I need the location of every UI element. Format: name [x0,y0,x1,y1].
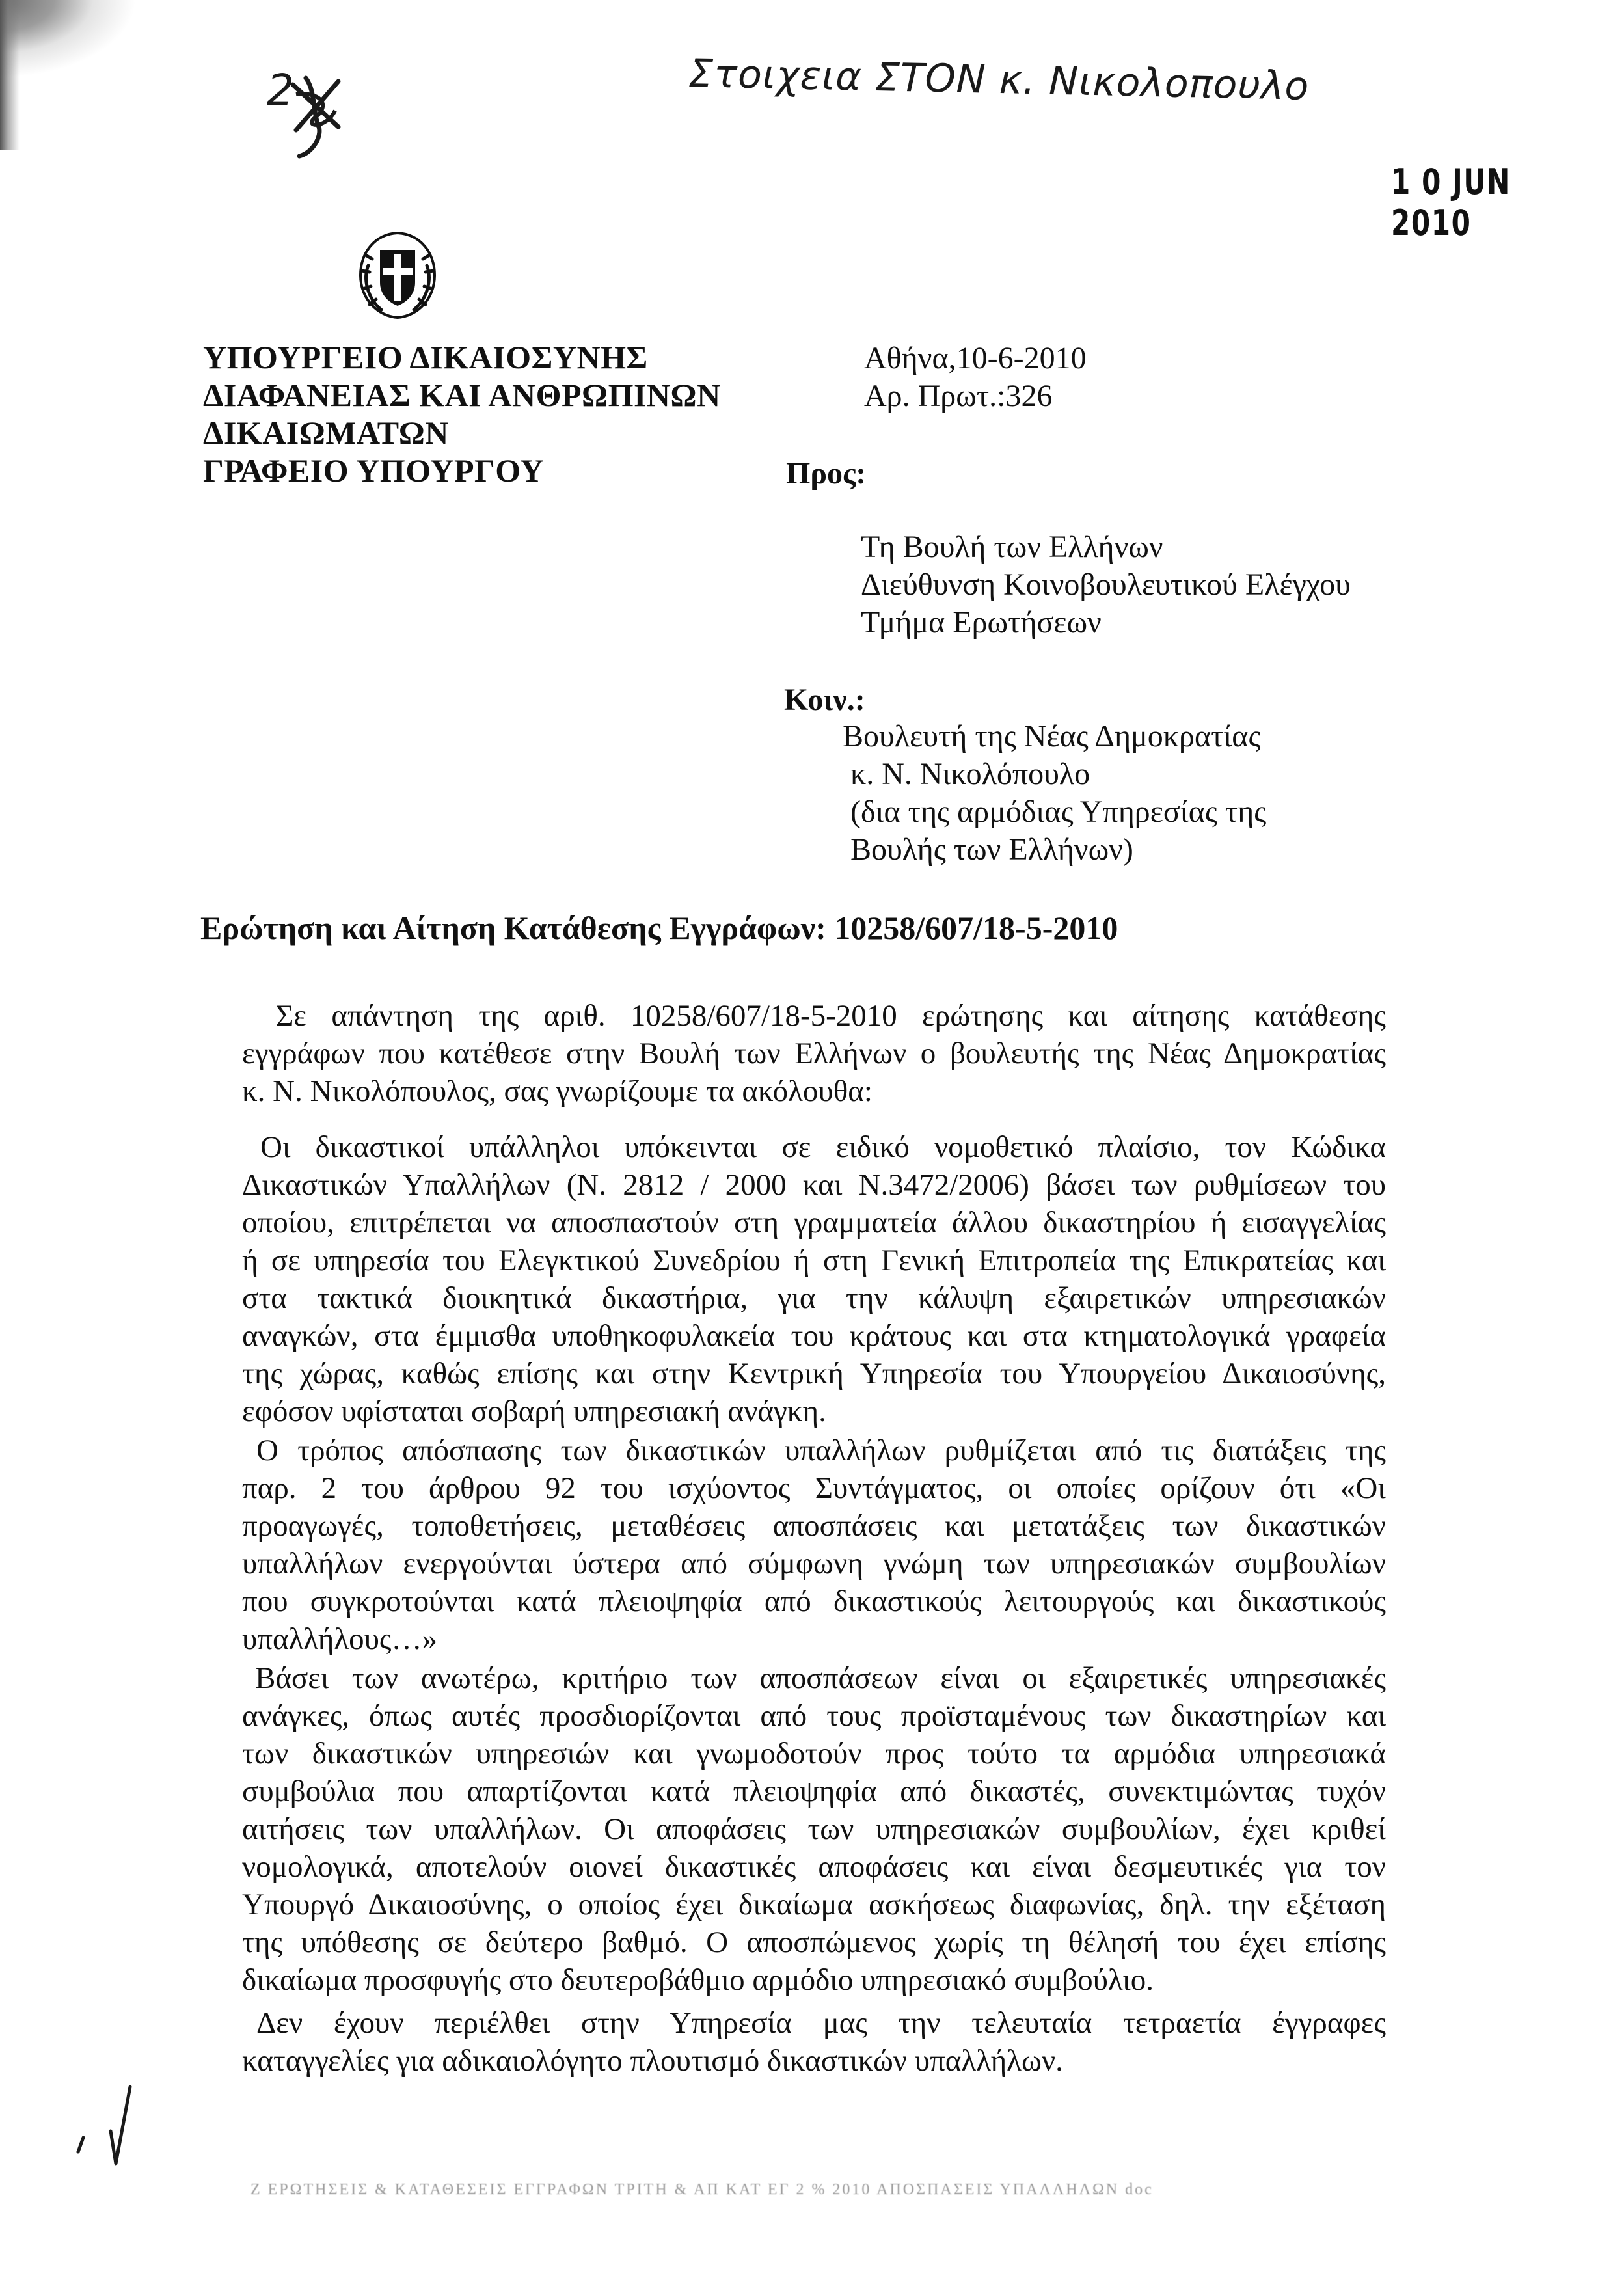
sender-block [203,338,721,489]
scribble-icon [267,65,364,163]
received-date-stamp: 1 0 JUN 2010 [1391,161,1511,243]
paragraph-line: αιτήσεις των υπαλλήλων. Οι αποφάσεις των υπηρεσιακών συμβουλίων, έχει κριθεί [242,1812,1386,1846]
paragraph-2 [242,1128,1386,1430]
paragraph-1 [242,997,1386,1110]
paragraph-5 [242,2004,1386,2080]
paragraph-line: οποίου, επιτρέπεται να αποσπαστούν στη γραμματεία άλλου δικαστηρίου ή εισαγγελίας [242,1206,1386,1240]
paragraph-line: συμβούλια που απαρτίζονται κατά πλειοψηφία από δικαστές, συνεκτιμώντας τυχόν [242,1774,1386,1808]
recipient-line: Διεύθυνση Κοινοβουλευτικού Ελέγχου [861,567,1351,602]
footer-file-path: Ζ ΕΡΩΤΗΣΕΙΣ & ΚΑΤΑΘΕΣΕΙΣ ΕΓΓΡΑΦΩΝ ΤΡΙΤΗ & ΑΠ ΚΑΤ ΕΓ 2 % 2010 ΑΠΟΣΠΑΣΕΙΣ ΥΠΑΛΛΗΛΩΝ doc [250,2181,1154,2198]
paragraph-line: Οι δικαστικοί υπάλληλοι υπόκεινται σε ειδικό νομοθετικό πλαίσιο, τον Κώδικα [260,1130,1386,1164]
recipient-label: Προς: [786,456,867,491]
document-meta [864,340,1087,415]
paragraph-line: που συγκροτούνται κατά πλειοψηφία από δικαστικούς λειτουργούς και δικαστικούς [242,1584,1386,1618]
paragraph-line: των δικαστικών υπηρεσιών και γνωμοδοτούν προς τούτο τα αρμόδια υπηρεσιακά [242,1737,1386,1771]
paragraph-line: Δεν έχουν περιέλθει στην Υπηρεσία μας την τελευταία τετραετία έγγραφες [256,2006,1386,2040]
paragraph-line: Δικαστικών Υπαλλήλων (Ν. 2812 / 2000 και Ν.3472/2006) βάσει των ρυθμίσεων του [242,1168,1386,1202]
paragraph-line: ανάγκες, όπως αυτές προσδιορίζονται από τους προϊσταμένους των δικαστηρίων και [242,1699,1386,1733]
cc-label: Κοιν.: [784,683,865,717]
coat-of-arms-icon [349,226,446,324]
paragraph-line: καταγγελίες για αδικαιολόγητο πλουτισμό δικαστικών υπαλλήλων. [242,2044,1063,2078]
subject-line: Ερώτηση και Αίτηση Κατάθεσης Εγγράφων: 10258/607/18-5-2010 [200,910,1118,946]
cc-line: κ. Ν. Νικολόπουλο [850,757,1090,791]
paragraph-line: παρ. 2 του άρθρου 92 του ισχύοντος Συντάγματος, οι οποίες ορίζουν ότι «Οι [242,1471,1386,1505]
paragraph-line: Υπουργό Δικαιοσύνης, ο οποίος έχει δικαίωμα ασκήσεως διαφωνίας, δηλ. την εξέταση [242,1888,1386,1922]
cc-line: Βουλευτή της Νέας Δημοκρατίας [843,719,1261,754]
cc-line: Βουλής των Ελλήνων) [850,832,1133,867]
margin-mark [267,65,364,163]
scan-edge-shadow [0,0,20,150]
paragraph-line: Βάσει των ανωτέρω, κριτήριο των αποσπάσεων είναι οι εξαιρετικές υπηρεσιακές [255,1661,1386,1695]
paragraph-line: υπαλλήλων ενεργούνται ύστερα από σύμφωνη γνώμη των υπηρεσιακών συμβουλίων [242,1547,1386,1581]
handwritten-note: Στοιχεια ΣΤΟΝ κ. Νικολοπουλο [688,51,1310,109]
paragraph-line: της υπόθεσης σε δεύτερο βαθμό. Ο αποσπώμενος χωρίς τη θέλησή του έχει επίσης [242,1925,1386,1959]
protocol-number: Αρ. Πρωτ.:326 [864,379,1053,413]
paragraph-line: Σε απάντηση της αριθ. 10258/607/18-5-2010 ερώτησης και αίτησης κατάθεσης [276,999,1386,1033]
paragraph-line: στα τακτικά διοικητικά δικαστήρια, για την κάλυψη εξαιρετικών υπηρεσιακών [242,1281,1386,1315]
cc-line: (δια της αρμόδιας Υπηρεσίας της [850,795,1267,829]
paragraph-line: ή σε υπηρεσία του Ελεγκτικού Συνεδρίου ή στη Γενική Επιτροπεία της Επικρατείας και [242,1243,1386,1277]
sender-line: ΥΠΟΥΡΓΕΙΟ ΔΙΚΑΙΟΣΥΝΗΣ [203,339,648,375]
cc-block [843,718,1266,869]
paragraph-4 [242,1659,1386,1999]
scan-corner-shadow [0,0,137,78]
paragraph-line: εφόσον υφίσταται σοβαρή υπηρεσιακή ανάγκη. [242,1394,826,1428]
paragraph-line: υπαλλήλους…» [242,1622,438,1656]
paragraph-line: εγγράφων που κατέθεσε στην Βουλή των Ελλήνων ο βουλευτής της Νέας Δημοκρατίας [242,1037,1386,1070]
check-mark-icon [65,2079,143,2170]
recipient-line: Τη Βουλή των Ελλήνων [861,530,1163,564]
paragraph-line: κ. Ν. Νικολόπουλος, σας γνωρίζουμε τα ακόλουθα: [242,1074,873,1108]
paragraph-line: της χώρας, καθώς επίσης και στην Κεντρική Υπηρεσία του Υπουργείου Δικαιοσύνης, [242,1357,1386,1391]
paragraph-3 [242,1432,1386,1658]
margin-mark-number: 2 [267,65,294,115]
paragraph-line: δικαίωμα προσφυγής στο δευτεροβάθμιο αρμόδιο υπηρεσιακό συμβούλιο. [242,1963,1154,1997]
sender-line: ΔΙΑΦΑΝΕΙΑΣ ΚΑΙ ΑΝΘΡΩΠΙΝΩΝ [203,377,721,413]
sender-line: ΔΙΚΑΙΩΜΑΤΩΝ [203,414,449,451]
paragraph-line: προαγωγές, τοποθετήσεις, μεταθέσεις αποσπάσεις και μετατάξεις των δικαστικών [242,1509,1386,1543]
recipient-block [861,528,1351,642]
paragraph-line: νομολογικά, αποτελούν οιονεί δικαστικές αποφάσεις και είναι δεσμευτικές για τον [242,1850,1386,1884]
recipient-line: Τμήμα Ερωτήσεων [861,605,1102,640]
paragraph-line: αναγκών, στα έμμισθα υποθηκοφυλακεία του κράτους και στα κτηματολογικά γραφεία [242,1319,1386,1353]
paragraph-line: Ο τρόπος απόσπασης των δικαστικών υπαλλήλων ρυθμίζεται από τις διατάξεις της [256,1433,1386,1467]
sender-line: ΓΡΑΦΕΙΟ ΥΠΟΥΡΓΟΥ [203,452,545,489]
place-date: Αθήνα,10-6-2010 [864,341,1087,375]
